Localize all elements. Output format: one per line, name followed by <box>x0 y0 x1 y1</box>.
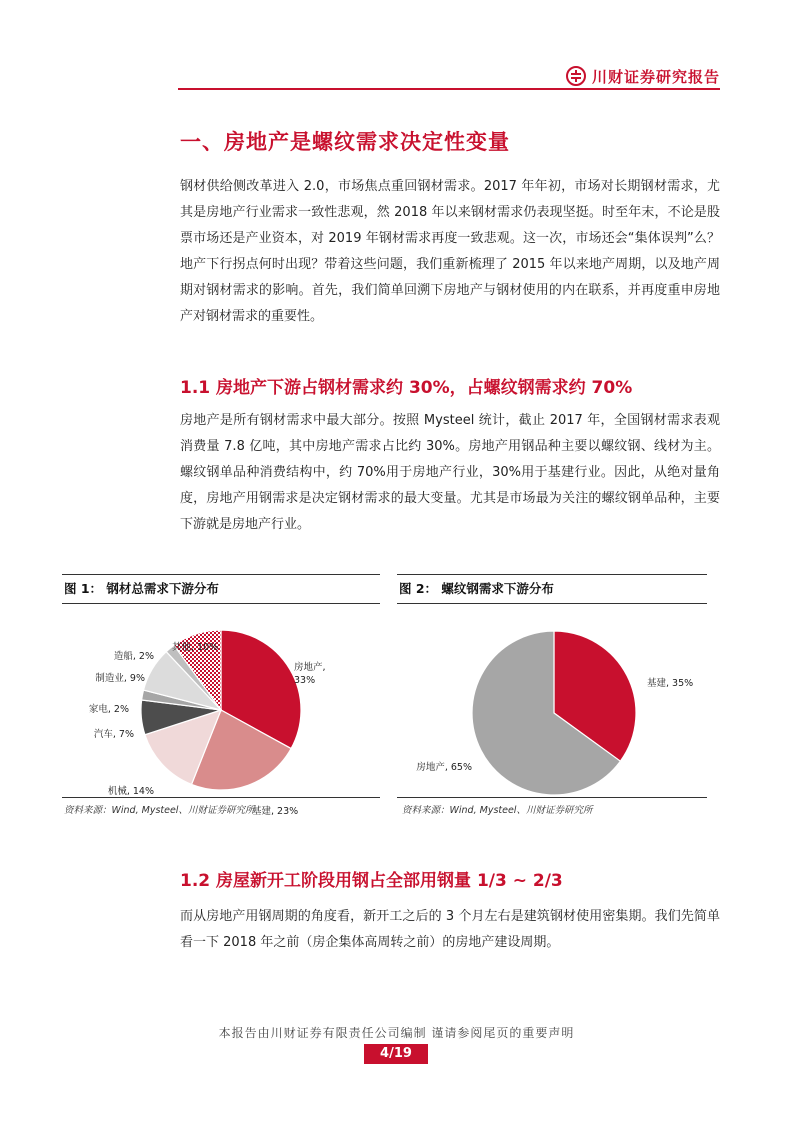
figure-2-pie-chart <box>397 604 707 794</box>
pie-label-1: 房地产, 65% <box>416 762 472 773</box>
subsection-title-1-1: 1.1 房地产下游占钢材需求约 30%，占螺纹钢需求约 70% <box>180 378 633 398</box>
pie-label-0: 房地产, 33% <box>294 662 326 686</box>
page-number: 4/19 <box>364 1044 428 1064</box>
figure-1-source: 资料来源：Wind, Mysteel、川财证券研究所 <box>64 805 255 816</box>
pie-label-3: 汽车, 7% <box>93 729 134 740</box>
pie-label-7: 其他, 10% <box>172 642 219 653</box>
pie-label-5: 制造业, 9% <box>95 673 145 684</box>
pie-label-2: 机械, 14% <box>107 786 154 797</box>
pie-label-0: 基建, 35% <box>647 678 694 689</box>
subsection-title-1-2: 1.2 房屋新开工阶段用钢占全部用钢量 1/3 ~ 2/3 <box>180 871 563 891</box>
header-brand <box>566 64 720 88</box>
paragraph-intro: 钢材供给侧改革进入 2.0，市场焦点重回钢材需求。2017 年年初，市场对长期钢材需求，尤其是房地产行业需求一致性悲观，然 2018 年以来钢材需求仍表现坚挺。时至年末，不论是股票市场还是产业资本，对 2019 年钢材需求再度一致悲观。这一次，市场还会“集体误判”么？地产下行拐点何时出现？带着这些问题，我们重新梳理了 2015 年以来地产周期，以及地产周期对钢材需求的影响。首先，我们简单回溯下房地产与钢材使用的内在联系，并再度重申房地产对钢材需求的重要性。 <box>180 179 720 324</box>
paragraph-1-2: 而从房地产用钢周期的角度看，新开工之后的 3 个月左右是建筑钢材使用密集期。我们先简单看一下 2018 年之前（房企集体高周转之前）的房地产建设周期。 <box>180 909 720 950</box>
figure-2 <box>397 574 707 798</box>
brand-logo-icon <box>566 66 586 86</box>
footer-disclaimer: 本报告由川财证券有限责任公司编制 谨请参阅尾页的重要声明 <box>218 1026 575 1040</box>
figure-2-title: 图 2： 螺纹钢需求下游分布 <box>397 575 707 604</box>
figure-2-source: 资料来源：Wind, Mysteel、川财证券研究所 <box>402 805 593 816</box>
figure-1-title: 图 1： 钢材总需求下游分布 <box>62 575 380 604</box>
section-title: 一、房地产是螺纹需求决定性变量 <box>180 130 510 154</box>
paragraph-1-1: 房地产是所有钢材需求中最大部分。按照 Mysteel 统计，截止 2017 年，全国钢材需求表观消费量 7.8 亿吨，其中房地产需求占比约 30%。房地产用钢品种主要以螺纹钢、线材为主。螺纹钢单品种消费结构中，约 70%用于房地产行业，30%用于基建行业。因此，从绝对量角度，房地产用钢需求是决定钢材需求的最大变量。尤其是市场最为关注的螺纹钢单品种，主要下游就是房地产行业。 <box>180 413 720 532</box>
pie-label-6: 造船, 2% <box>113 651 154 662</box>
brand-name: 川财证券研究报告 <box>591 67 720 86</box>
pie-label-1: 基建, 23% <box>252 806 299 817</box>
pie-label-4: 家电, 2% <box>88 704 129 715</box>
header-divider <box>178 88 720 90</box>
